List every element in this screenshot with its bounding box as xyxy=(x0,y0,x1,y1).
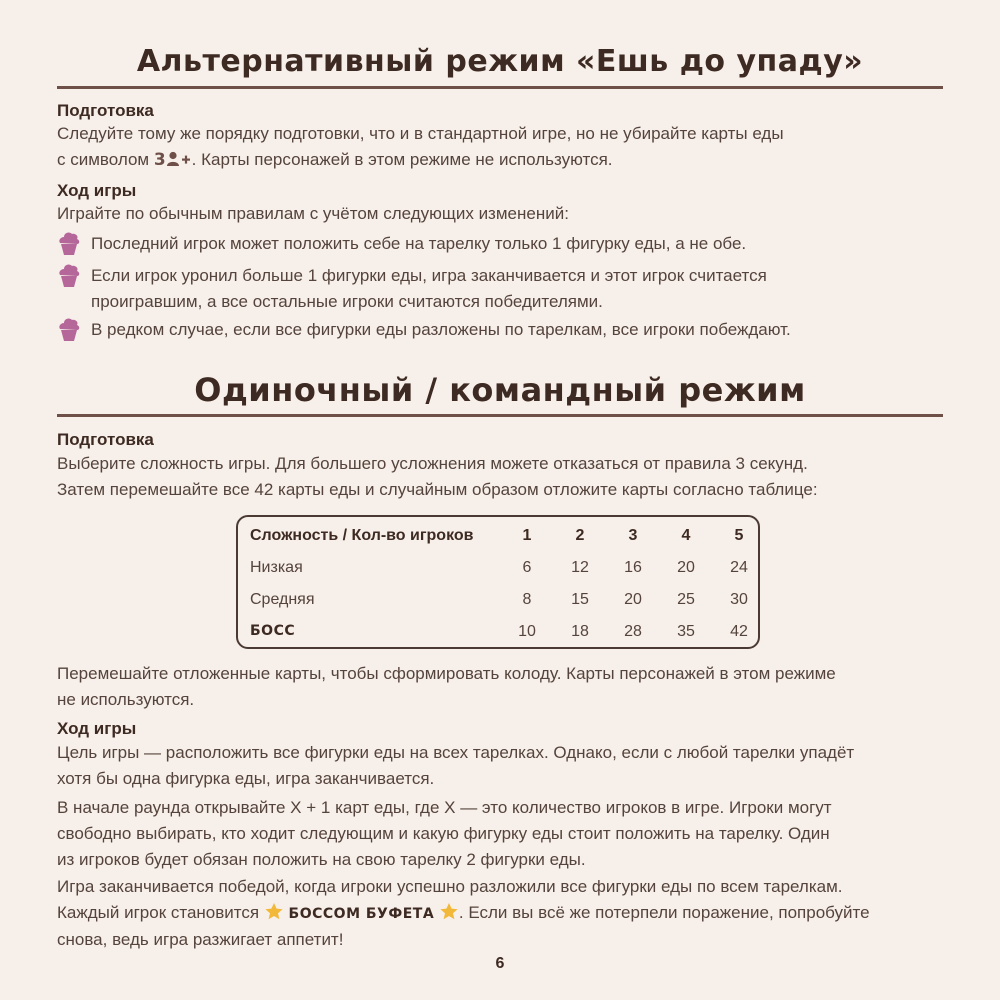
table-cell: 18 xyxy=(571,623,589,640)
table-row-label-boss: БОСС xyxy=(250,623,296,639)
gameplay-paragraph-1: Цель игры — расположить все фигурки еды на всех тарелках. Однако, если с любой тарелки упадёт хотя бы одна фигурка еды, игра заканчивается. xyxy=(57,743,855,788)
prep-line-2: Затем перемешайте все 42 карты еды и случайным образом отложите карты согласно таблице: xyxy=(57,480,818,499)
section-title-solo-team-mode: Одиночный / командный режим xyxy=(194,371,806,409)
table-header-col: 1 xyxy=(522,527,532,544)
table-cell: 25 xyxy=(677,591,695,608)
prep-line-1: Следуйте тому же порядку подготовки, что и в стандартной игре, но не убирайте карты еды xyxy=(57,124,784,143)
table-cell: 20 xyxy=(624,591,642,608)
star-icon xyxy=(264,902,284,921)
cupcake-icon xyxy=(57,317,81,343)
page-number: 6 xyxy=(495,955,505,972)
prep-heading: Подготовка xyxy=(57,430,154,449)
table-cell: 8 xyxy=(522,591,532,608)
table-cell: 35 xyxy=(677,623,695,640)
table-cell: 20 xyxy=(677,559,695,576)
table-header-col: 3 xyxy=(628,527,638,544)
title-underline xyxy=(57,86,943,89)
title-underline xyxy=(57,414,943,417)
table-row-label: Средняя xyxy=(250,591,315,608)
prep-paragraph xyxy=(57,451,943,503)
table-cell: 30 xyxy=(730,591,748,608)
prep-paragraph xyxy=(57,121,943,173)
table-header-difficulty: Сложность / Кол-во игроков xyxy=(250,527,474,544)
table-row-label: Низкая xyxy=(250,559,303,576)
gameplay-heading: Ход игры xyxy=(57,719,137,738)
after-table-paragraph: Перемешайте отложенные карты, чтобы сформировать колоду. Карты персонажей в этом режиме не используются. xyxy=(57,664,836,709)
player-count-symbol: 3 xyxy=(154,150,192,170)
table-cell: 6 xyxy=(522,559,532,576)
table-header-col: 4 xyxy=(681,527,691,544)
table-header-col: 2 xyxy=(575,527,585,544)
star-icon xyxy=(439,902,459,921)
table-cell: 10 xyxy=(518,623,536,640)
gameplay-paragraph-3: Игра заканчивается победой, когда игроки успешно разложили все фигурки еды по всем тарелкам. Каждый игрок становится БОССОМ БУФЕТА . Если вы всё же потерпели поражение, попробуйте снова, ведь игра разжигает аппетит! xyxy=(57,877,870,949)
table-cell: 15 xyxy=(571,591,589,608)
difficulty-table xyxy=(236,515,760,649)
person-plus-icon xyxy=(166,151,192,167)
prep-line-1: Выберите сложность игры. Для большего усложнения можете отказаться от правила 3 секунд. xyxy=(57,454,808,473)
table-header-col: 5 xyxy=(734,527,744,544)
section-title-eat-mode: Альтернативный режим «Ешь до упаду» xyxy=(136,44,864,79)
prep-heading: Подготовка xyxy=(57,101,154,120)
table-cell: 12 xyxy=(571,559,589,576)
prep-line-2: с символом 3 . Карты персонажей в этом режиме не используются. xyxy=(57,150,613,170)
cupcake-icon xyxy=(57,263,81,289)
table-cell: 24 xyxy=(730,559,748,576)
gameplay-heading: Ход игры xyxy=(57,181,137,200)
cupcake-icon xyxy=(57,231,81,257)
boss-buffet-label: БОССОМ БУФЕТА xyxy=(288,906,435,922)
table-cell: 42 xyxy=(730,623,748,640)
table-cell: 28 xyxy=(624,623,642,640)
gameplay-intro: Играйте по обычным правилам с учётом следующих изменений: xyxy=(57,204,569,223)
gameplay-paragraph-2: В начале раунда открывайте X + 1 карт еды, где X — это количество игроков в игре. Игроки могут свободно выбирать, кто ходит следующим и какую фигурку еды стоит положить на тарелку. Один из игроков будет обязан положить на свою тарелку 2 фигурки еды. xyxy=(57,798,832,869)
table-cell: 16 xyxy=(624,559,642,576)
